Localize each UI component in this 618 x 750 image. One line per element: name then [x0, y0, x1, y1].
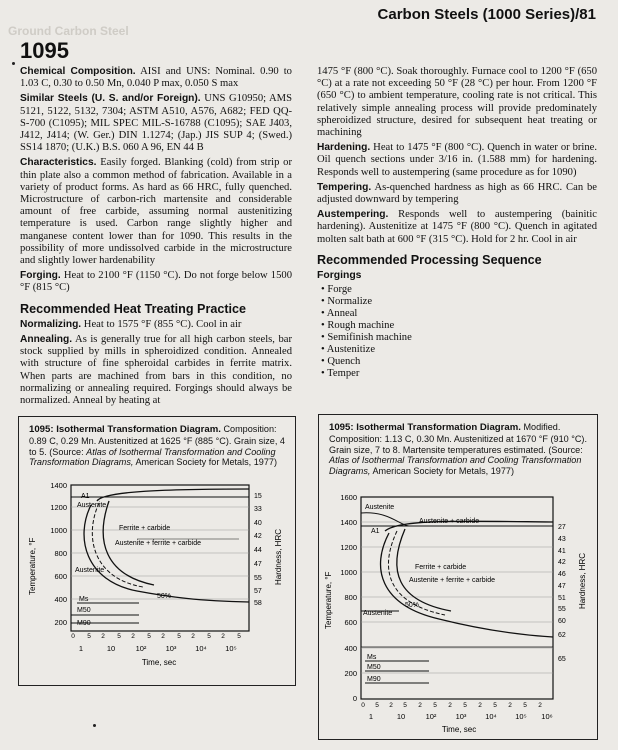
x-minor-tick: 5 — [207, 633, 211, 640]
hrc-tick: 15 — [254, 493, 262, 500]
x-minor-tick: 2 — [221, 633, 225, 640]
tempering: Tempering. As-quenched hardness as high as 66 HRC. Can be adjusted downward by tempering — [317, 181, 597, 206]
ms-label: Ms — [367, 654, 377, 661]
austenite-label: Austenite — [77, 502, 107, 509]
list-item: • Normalize — [321, 296, 597, 308]
processing-sequence-list — [317, 284, 597, 380]
figure-2-plot — [319, 489, 597, 739]
y-tick-label: 1600 — [340, 493, 357, 502]
m90-label: M90 — [77, 620, 91, 627]
hrc-tick: 62 — [558, 632, 566, 639]
figure-1-plot — [19, 477, 295, 682]
x-minor-tick: 5 — [493, 702, 497, 709]
y-tick-label: 1200 — [50, 503, 67, 512]
x-major-tick: 1 — [78, 644, 84, 653]
plot-frame — [361, 497, 553, 699]
normalizing: Normalizing. Heat to 1575 °F (855 °C). Cool in air — [20, 318, 242, 330]
hrc-tick: 43 — [558, 536, 566, 543]
afc-label: Austenite + ferrite + carbide — [409, 577, 495, 584]
figure-1-ttt-diagram — [18, 416, 296, 686]
x-minor-tick: 5 — [87, 633, 91, 640]
afc-label: Austenite + ferrite + carbide — [115, 540, 201, 547]
hrc-tick: 44 — [254, 547, 262, 554]
ferrite-carbide-label: Ferrite + carbide — [119, 525, 171, 532]
y-tick-label: 200 — [54, 618, 67, 627]
characteristics: Characteristics. Easily forged. Blanking (cold) from strip or thin plate also a common method of fabrication. Available in a variety of product forms. As hard as 66 HRC, fully quenched. Microstructure of carbon-rich martensite and considerable amount of free carbide, assuming normal austenitizing temperature is used. Carbon range slightly higher and manganese content lower than for 1090. This results in the possibility of more undissolved carbide in the microstructure and slightly lower hardenability — [20, 157, 292, 267]
y-right-label: Hardness, HRC — [274, 528, 283, 585]
x-major-tick: 1 — [368, 712, 374, 721]
a1-label: A1 — [371, 528, 380, 535]
hrc-tick: 33 — [254, 506, 262, 513]
x-minor-tick: 2 — [101, 633, 105, 640]
x-major-tick: 10⁶ — [541, 712, 553, 721]
hrc-tick: 47 — [558, 583, 566, 590]
m90-label: M90 — [367, 676, 381, 683]
list-item: • Forge — [321, 284, 597, 296]
x-major-tick: 10³ — [165, 644, 177, 653]
figure-1-caption: 1095: Isothermal Transformation Diagram. Composition: 0.89 C, 0.29 Mn. Austenitized at 1625 °F (885 °C). Grain size, 4 to 5. (Source: Atlas of Isothermal Transformation and Cooling Transformation Diagrams, American Society for Metals, 1977) — [29, 424, 285, 468]
ferrite-carbide-label: Ferrite + carbide — [415, 564, 467, 571]
austempering: Austempering. Responds well to austempering (bainitic hardening). Austenitize at 1475 °F (800 °C). Quench in agitated molten salt bath at 600 °F (315 °C). Hold for 2 hr. Cool in air — [317, 209, 597, 245]
y-tick-label: 1200 — [340, 543, 357, 552]
hrc-tick: 51 — [558, 595, 566, 602]
x-major-tick: 10⁴ — [485, 712, 497, 721]
y-tick-label: 800 — [54, 549, 67, 558]
heat-treat-heading: Recommended Heat Treating Practice — [20, 301, 247, 316]
x-minor-tick: 2 — [478, 702, 482, 709]
x-minor-tick: 2 — [538, 702, 542, 709]
ttt-curves — [71, 489, 249, 623]
x-major-tick: 10⁵ — [225, 644, 237, 653]
x-minor-tick: 5 — [523, 702, 527, 709]
x-minor-tick: 2 — [448, 702, 452, 709]
annealing: Annealing. As is generally true for all high carbon steels, bar stock supplied by mills in spheroidized condition. Annealed with structure of fine spheroidal carbides in ferrite matrix. When parts are machined from bars in this condition, no normalizing or annealing required. Forgings should always be normalized. Anneal by heating at — [20, 334, 292, 407]
list-item: • Quench — [321, 356, 597, 368]
y-tick-label: 200 — [344, 669, 357, 678]
ghost-bleed-text: Ground Carbon Steel — [8, 24, 129, 38]
x-major-tick: 10 — [396, 712, 406, 721]
x-minor-tick: 5 — [237, 633, 241, 640]
hrc-tick: 42 — [254, 533, 262, 540]
running-header: Carbon Steels (1000 Series)/81 — [377, 6, 596, 23]
hrc-tick: 60 — [558, 618, 566, 625]
annealing-continued: 1475 °F (800 °C). Soak thoroughly. Furnace cool to 1200 °F (650 °C) at a rate not exceeding 50 °F (28 °C) per hour. From 1200 °F (650 °C) to ambient temperature, cooling rate is not critical. This relatively simple annealing process will provide predominately spheroidized structure, desired for subsequent heat treating or machining — [317, 66, 597, 139]
x-minor-tick: 2 — [508, 702, 512, 709]
y-tick-label: 400 — [344, 644, 357, 653]
hrc-tick: 57 — [254, 588, 262, 595]
a1-label: A1 — [81, 493, 90, 500]
x-minor-tick: 5 — [403, 702, 407, 709]
y-right-label: Hardness, HRC — [578, 552, 587, 609]
ms-label: Ms — [79, 596, 89, 603]
hrc-tick: 46 — [558, 571, 566, 578]
margin-dot — [12, 62, 15, 65]
figure-2-ttt-diagram — [318, 414, 598, 740]
hrc-tick: 40 — [254, 520, 262, 527]
y-tick-label: 600 — [54, 572, 67, 581]
list-item: • Rough machine — [321, 320, 597, 332]
hrc-tick: 65 — [558, 656, 566, 663]
forging: Forging. Heat to 2100 °F (1150 °C). Do not forge below 1500 °F (815 °C) — [20, 270, 292, 294]
x-minor-tick: 2 — [191, 633, 195, 640]
hrc-tick: 47 — [254, 561, 262, 568]
y-tick-label: 400 — [54, 595, 67, 604]
x-major-tick: 10 — [106, 644, 116, 653]
y-tick-label: 800 — [344, 593, 357, 602]
pct-label: 50% — [405, 602, 420, 609]
gridlines — [71, 507, 249, 599]
gridlines — [361, 522, 553, 673]
x-minor-tick: 5 — [147, 633, 151, 640]
x-major-tick: 10⁴ — [195, 644, 207, 653]
steel-grade-title: 1095 — [20, 38, 69, 63]
x-major-tick: 10² — [425, 712, 437, 721]
list-item: • Anneal — [321, 308, 597, 320]
y-tick-label: 600 — [344, 618, 357, 627]
chem-composition: Chemical Composition. AISI and UNS: Nominal. 0.90 to 1.03 C, 0.30 to 0.50 Mn, 0.040 P max, 0.050 S max — [20, 66, 292, 90]
y-tick-label: 0 — [352, 694, 357, 703]
x-minor-tick: 2 — [418, 702, 422, 709]
x-axis-label: Time, sec — [441, 725, 477, 734]
hrc-tick: 58 — [254, 600, 262, 607]
margin-dot — [93, 724, 96, 727]
right-text-column — [317, 66, 597, 380]
x-minor-tick: 5 — [433, 702, 437, 709]
x-minor-tick: 2 — [131, 633, 135, 640]
x-major-tick: 10³ — [455, 712, 467, 721]
x-major-tick: 10² — [135, 644, 147, 653]
x-minor-tick: 5 — [375, 702, 379, 709]
hrc-tick: 42 — [558, 559, 566, 566]
m50-label: M50 — [367, 664, 381, 671]
x-axis-label: Time, sec — [141, 658, 177, 667]
list-item: • Austenitize — [321, 344, 597, 356]
y-tick-label: 1400 — [340, 518, 357, 527]
pct-label: 50% — [157, 593, 172, 600]
hrc-tick: 55 — [254, 575, 262, 582]
m50-label: M50 — [77, 607, 91, 614]
forgings-label: Forgings — [317, 270, 362, 282]
hardening: Hardening. Heat to 1475 °F (800 °C). Quench in water or brine. Oil quench sections under 3/16 in. (1.588 mm) for hardening. Responds well to austempering (same procedure as for 1090) — [317, 142, 597, 178]
austenite-label: Austenite — [365, 504, 395, 511]
x-minor-tick: 5 — [177, 633, 181, 640]
hrc-tick: 27 — [558, 524, 566, 531]
y-tick-label: 1000 — [50, 526, 67, 535]
y-axis-label: Temperature, °F — [28, 537, 37, 595]
x-minor-tick: 5 — [117, 633, 121, 640]
hrc-tick: 55 — [558, 606, 566, 613]
y-tick-label: 1400 — [50, 481, 67, 490]
x-minor-tick: 0 — [361, 702, 365, 709]
austenite-label-2: Austenite — [363, 610, 393, 617]
processing-sequence-heading: Recommended Processing Sequence — [317, 252, 542, 267]
x-minor-tick: 2 — [161, 633, 165, 640]
y-tick-label: 1000 — [340, 568, 357, 577]
list-item: • Temper — [321, 368, 597, 380]
figure-2-caption: 1095: Isothermal Transformation Diagram. Modified. Composition: 1.13 C, 0.30 Mn. Austenitized at 1670 °F (910 °C). Grain size, 7 to 8. Martensite temperatures estimated. (Source: Atlas of Isothermal Transformation and Cooling Transformation Diagrams, American Society for Metals, 1977) — [329, 422, 587, 477]
x-major-tick: 10⁵ — [515, 712, 527, 721]
similar-steels: Similar Steels (U. S. and/or Foreign). UNS G10950; AMS 5121, 5122, 5132, 7304; ASTM A510, A576, A682; FED QQ-S-700 (C1095); MIL SPEC MIL-S-16788 (C1095); SAE J403, J412, J414; (W. Ger.) DIN 1.1274; (Jap.) JIS SUP 4; (Swed.) SS14 1870; (U.K.) B.S. 060 A 96, EN 44 B — [20, 93, 292, 154]
list-item: • Semifinish machine — [321, 332, 597, 344]
x-minor-tick: 5 — [463, 702, 467, 709]
austenite-label-2: Austenite — [75, 567, 105, 574]
ttt-curves — [361, 513, 553, 683]
hrc-tick: 41 — [558, 548, 566, 555]
left-text-column — [20, 66, 292, 410]
x-minor-tick: 2 — [389, 702, 393, 709]
x-minor-tick: 0 — [71, 633, 75, 640]
y-axis-label: Temperature, °F — [324, 571, 333, 629]
austenite-carbide-label: Austenite + carbide — [419, 518, 480, 525]
